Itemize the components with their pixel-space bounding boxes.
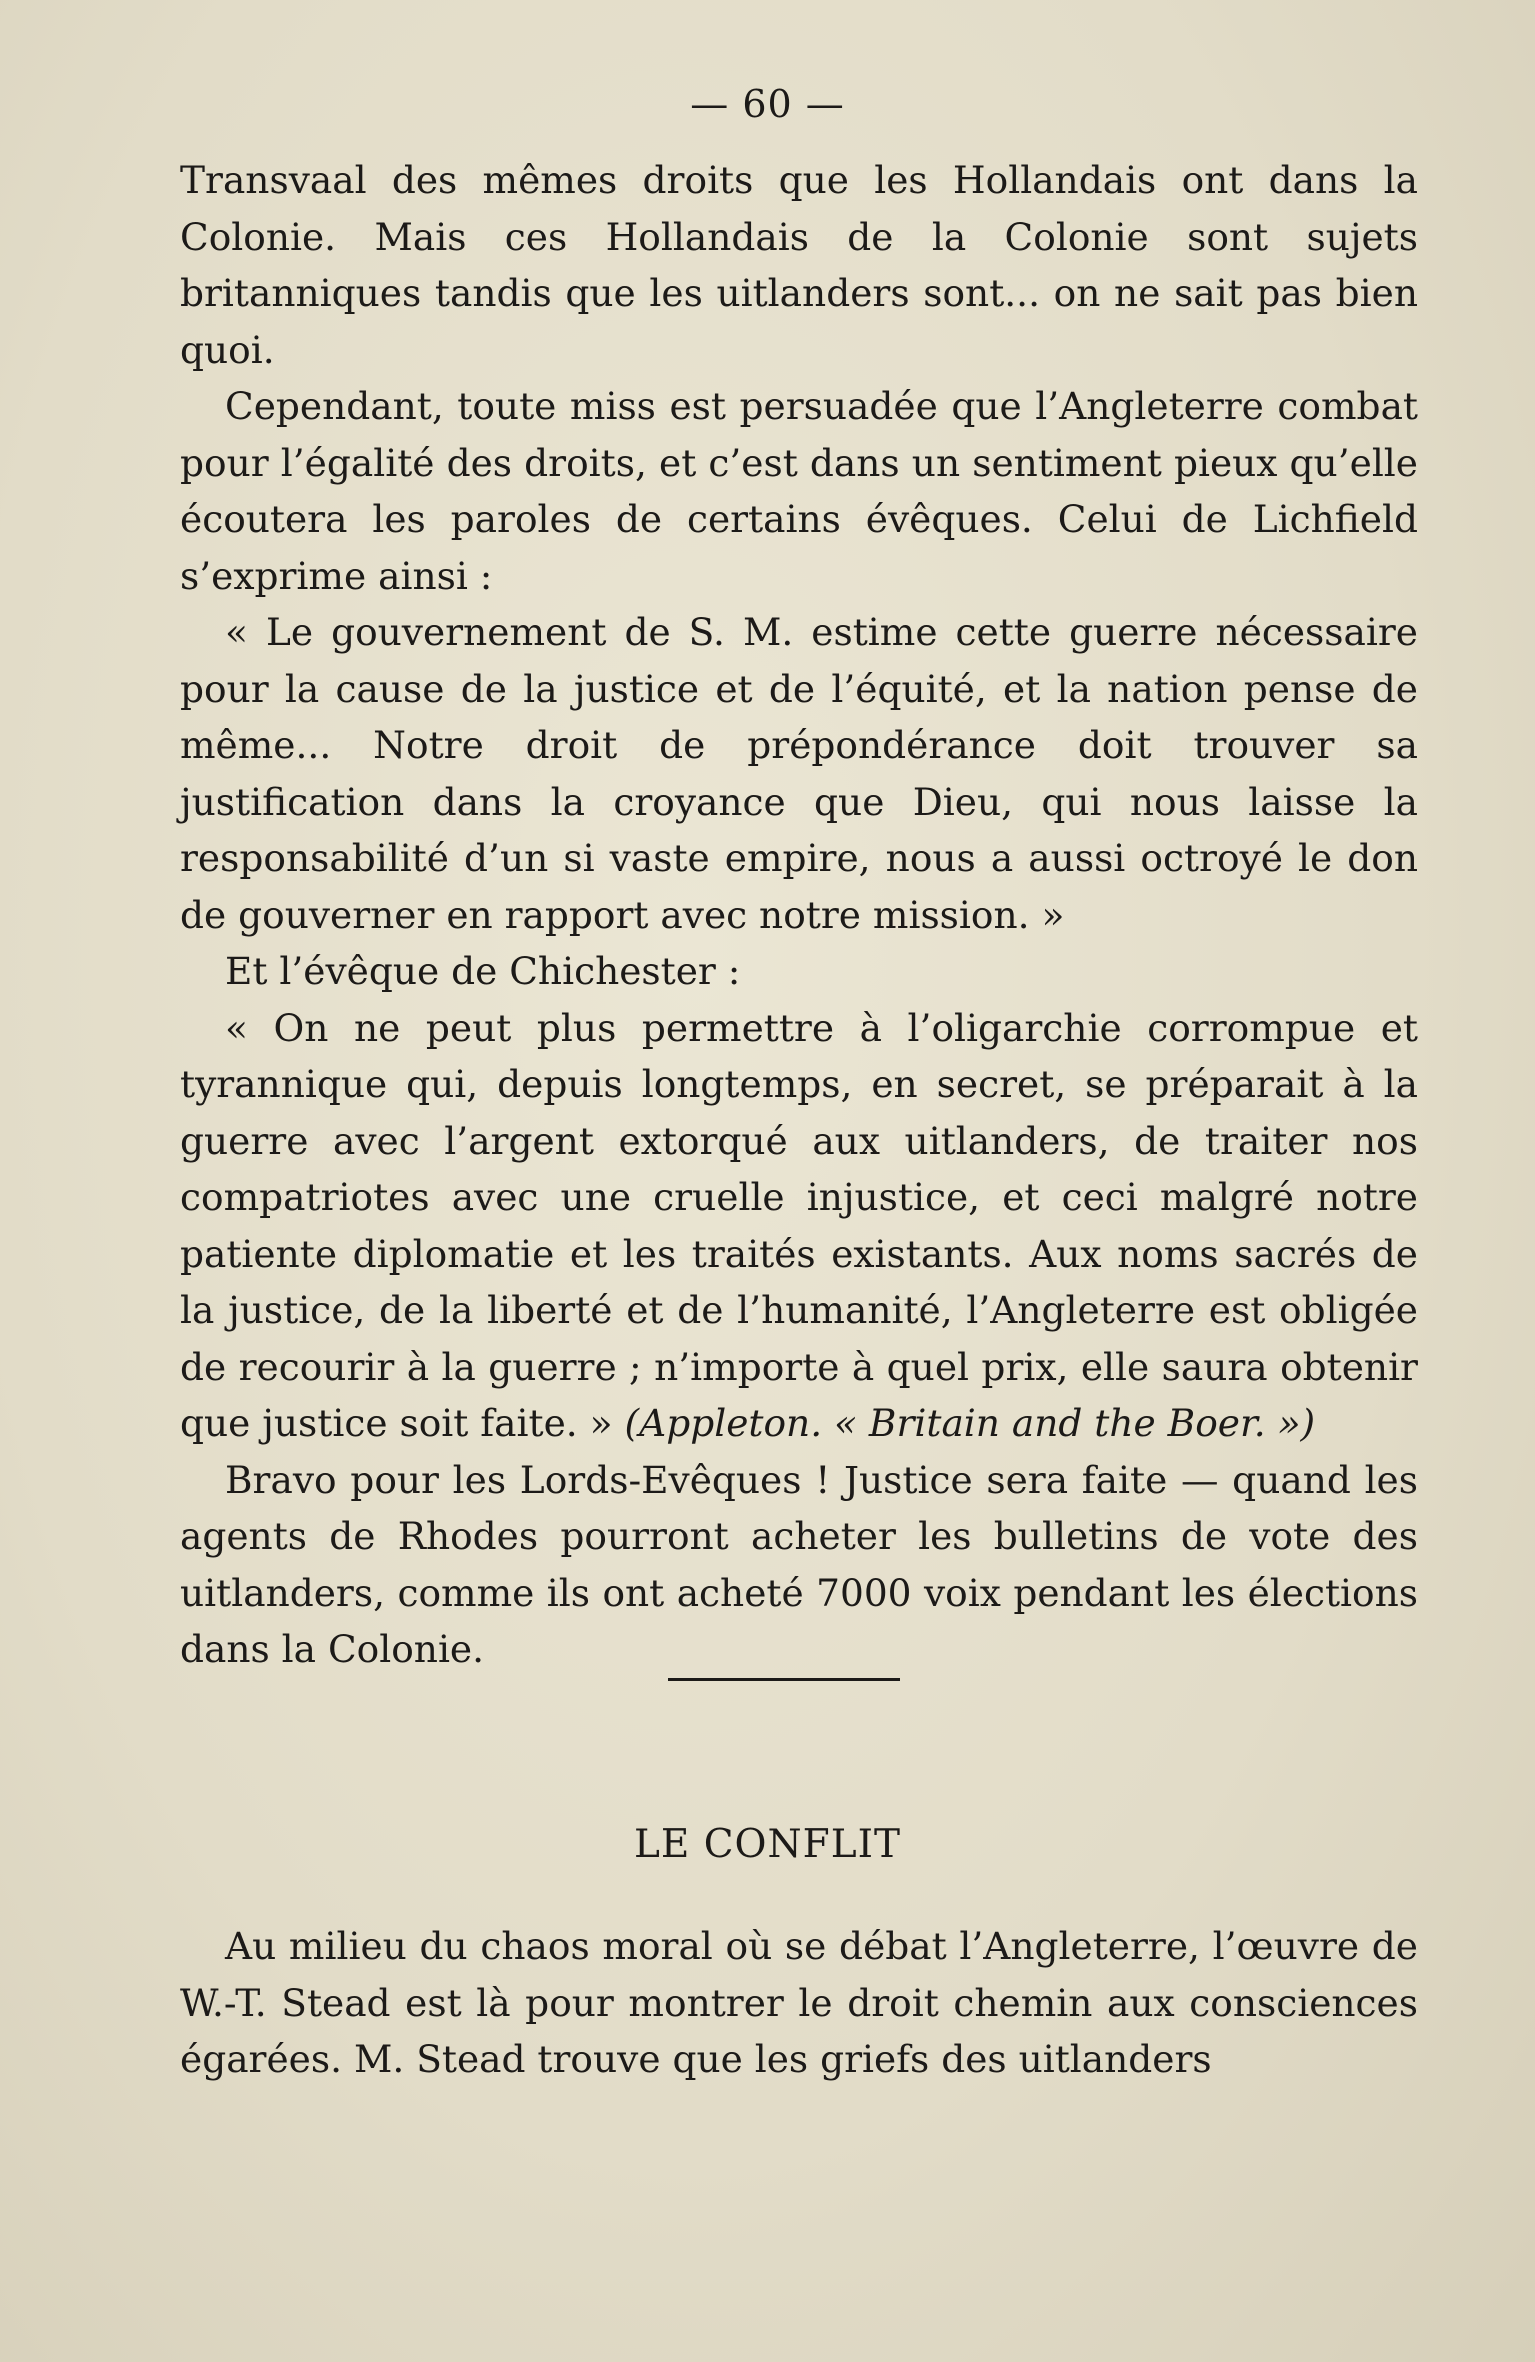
page-number: — 60 — [690,82,845,126]
section-heading: LE CONFLIT [633,1822,902,1867]
quote-chichester-text: « On ne peut plus permettre à l’oligarchie corrompue et tyrannique qui, depuis longtemps, en secret, se préparait à la guerre avec l’argent extorqué aux uitlanders, de traiter nos compatriotes avec une cruelle injustice, et ceci malgré notre patiente diplomatie et les traités existants. Aux noms sacrés de la justice, de la liberté et de l’humanité, l’Angleterre est obligée de recourir à la guerre ; n’importe à quel prix, elle saura obtenir que justice soit faite. » [180,1005,1418,1445]
paragraph-continuation: Transvaal des mêmes droits que les Hollandais ont dans la Colonie. Mais ces Hollandais de la Colonie sont sujets britanniques tandis que les uitlanders sont... on ne sait pas bien quoi. [180,158,1418,372]
citation-appleton: (Appleton. « Britain and the Boer. ») [624,1401,1316,1445]
quote-chichester [180,1000,1418,1452]
body-text [180,152,1418,1678]
paragraph-stead: Au milieu du chaos moral où se débat l’Angleterre, l’œuvre de W.-T. Stead est là pour montrer le droit chemin aux consciences égarées. M. Stead trouve que les griefs des uitlanders [180,1924,1418,2081]
section-divider [668,1678,900,1681]
paragraph-chichester-intro: Et l’évêque de Chichester : [225,949,741,993]
paragraph-bravo: Bravo pour les Lords-Evêques ! Justice sera faite — quand les agents de Rhodes pourront acheter les bulletins de vote des uitlanders, comme ils ont acheté 7000 voix pendant les élections dans la Colonie. [180,1457,1418,1671]
quote-lichfield: « Le gouvernement de S. M. estime cette guerre nécessaire pour la cause de la justice et de l’équité, et la nation pense de même... Notre droit de prépondérance doit trouver sa justification dans la croyance que Dieu, qui nous laisse la responsabilité d’un si vaste empire, nous a aussi octroyé le don de gouverner en rapport avec notre mission. » [180,610,1418,937]
section-text [180,1918,1418,2088]
paragraph-miss: Cependant, toute miss est persuadée que l’Angleterre combat pour l’égalité des droits, et c’est dans un sentiment pieux qu’elle écoutera les paroles de certains évêques. Celui de Lichfield s’exprime ainsi : [180,384,1418,598]
